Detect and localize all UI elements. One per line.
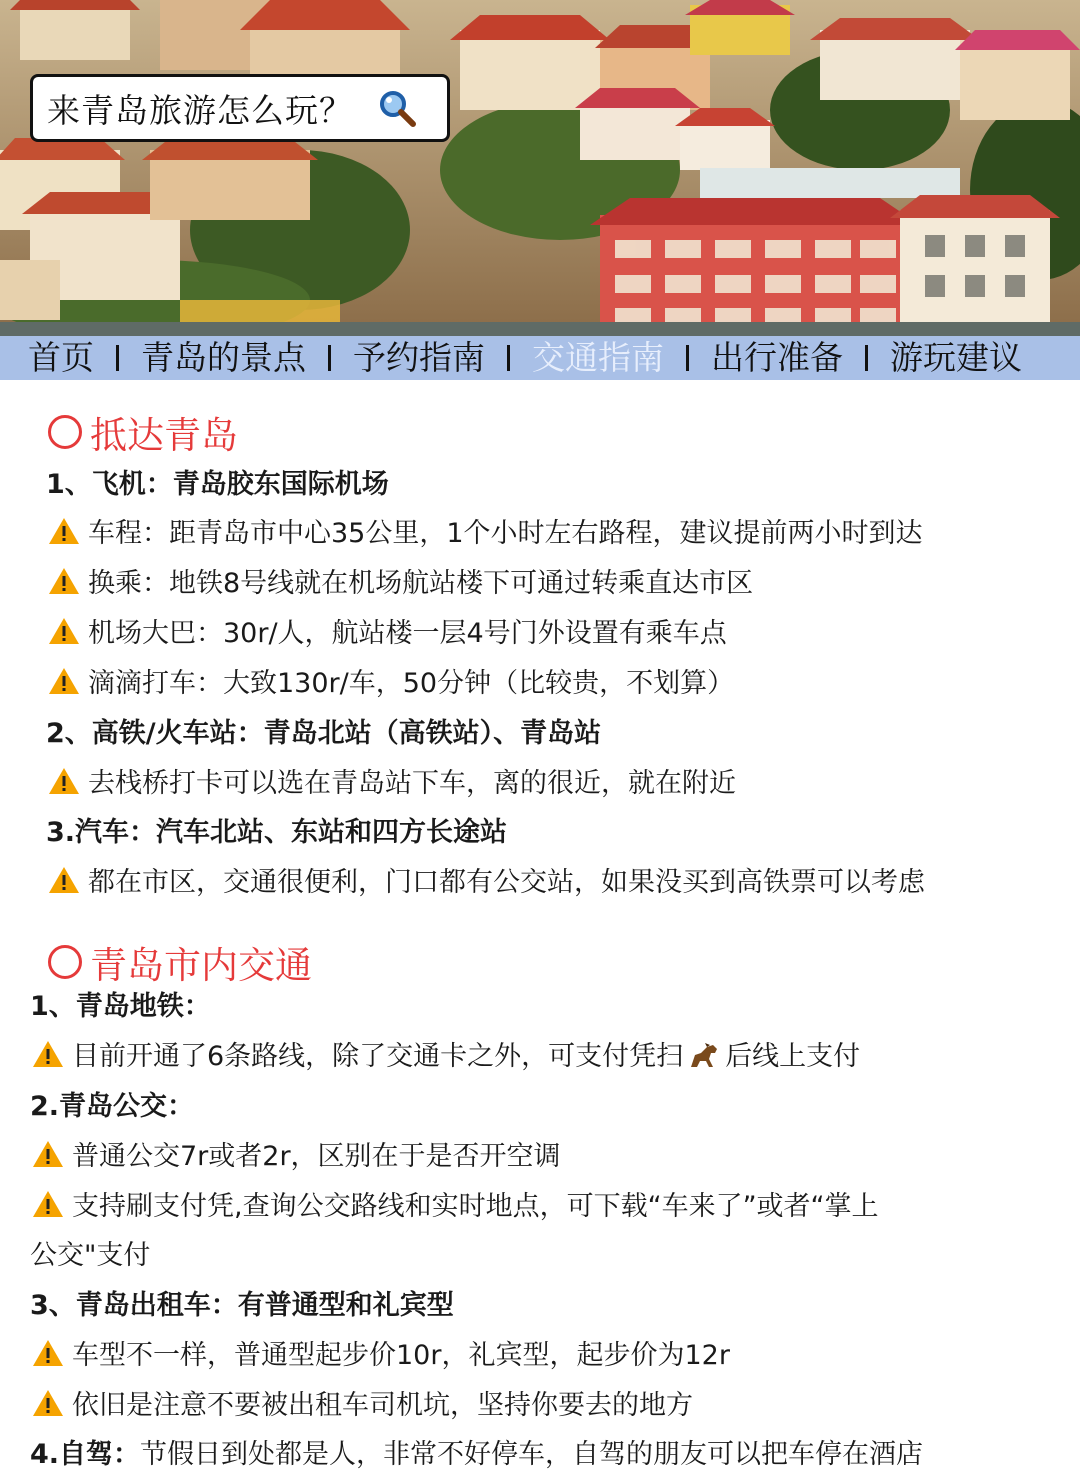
warning-icon: [48, 516, 80, 546]
list-item: 车程：距青岛市中心35公里，1个小时左右路程，建议提前两小时到达: [48, 516, 923, 552]
nav-divider: [865, 345, 868, 371]
nav-bar: [0, 336, 1080, 380]
warning-icon: [32, 1388, 64, 1418]
item-heading-self-drive: 4.自驾：: [30, 1439, 141, 1470]
list-item: 去栈桥打卡可以选在青岛站下车，离的很近，就在附近: [48, 766, 736, 802]
warning-icon: [32, 1338, 64, 1368]
nav-divider: [116, 345, 119, 371]
list-item: 普通公交7r或者2r，区别在于是否开空调: [32, 1139, 561, 1175]
hero-photo: [0, 0, 1080, 340]
list-item: 依旧是注意不要被出租车司机坑，坚持你要去的地方: [32, 1388, 693, 1424]
item-heading-airplane: 1、飞机：青岛胶东国际机场: [46, 469, 389, 500]
nav-item-booking-guide[interactable]: 予约指南: [353, 338, 485, 377]
list-item: 换乘：地铁8号线就在机场航站楼下可通过转乘直达市区: [48, 566, 753, 602]
warning-icon: [48, 666, 80, 696]
item-heading-train: 2、高铁/火车站：青岛北站（高铁站）、青岛站: [46, 718, 602, 749]
hillside-town-image: [0, 0, 1080, 340]
nav-item-preparation[interactable]: 出行准备: [711, 338, 843, 377]
item-heading-bus-station: 3.汽车：汽车北站、东站和四方长途站: [46, 817, 508, 848]
list-item-continued: 公交"支付: [30, 1240, 151, 1271]
list-item: 车型不一样，普通型起步价10r，礼宾型，起步价为12r: [32, 1338, 730, 1374]
nav-divider: [507, 345, 510, 371]
list-item: 目前开通了6条路线，除了交通卡之外，可支付凭扫 后线上支付: [32, 1039, 860, 1075]
list-item: 支持刷支付凭,查询公交路线和实时地点，可下载“车来了”或者“掌上: [32, 1189, 879, 1225]
nav-item-tips[interactable]: 游玩建议: [890, 338, 1022, 377]
warning-icon: [48, 865, 80, 895]
nav-item-transport-guide[interactable]: 交通指南: [532, 338, 664, 377]
warning-icon: [48, 566, 80, 596]
circle-icon: [48, 945, 82, 979]
list-item: 都在市区，交通很便利，门口都有公交站，如果没买到高铁票可以考虑: [48, 865, 925, 901]
warning-icon: [48, 766, 80, 796]
item-heading-bus: 2.青岛公交：: [30, 1091, 195, 1122]
warning-icon: [32, 1139, 64, 1169]
section-title-arrival: [48, 405, 238, 459]
nav-item-attractions[interactable]: 青岛的景点: [141, 338, 306, 377]
item-heading-metro: 1、青岛地铁：: [30, 991, 211, 1022]
horse-icon: [687, 1041, 721, 1071]
section-title-text: 抵达青岛: [90, 414, 238, 457]
section-title-city-transport: [48, 935, 312, 989]
search-title: 来青岛旅游怎么玩？: [47, 90, 353, 130]
warning-icon: [32, 1039, 64, 1069]
list-item: 机场大巴：30r/人，航站楼一层4号门外设置有乘车点: [48, 616, 727, 652]
warning-icon: [48, 616, 80, 646]
search-bar[interactable]: [30, 74, 450, 142]
item-heading-taxi: 3、青岛出租车：有普通型和礼宾型: [30, 1290, 454, 1321]
nav-item-home[interactable]: 首页: [28, 338, 94, 377]
warning-icon: [32, 1189, 64, 1219]
magnifier-icon[interactable]: [377, 88, 417, 128]
section-title-text: 青岛市内交通: [90, 944, 312, 987]
nav-divider: [328, 345, 331, 371]
nav-divider: [686, 345, 689, 371]
list-item: 滴滴打车：大致130r/车，50分钟（比较贵，不划算）: [48, 666, 734, 702]
list-item-self-drive: 4.自驾：节假日到处都是人，非常不好停车，自驾的朋友可以把车停在酒店: [30, 1439, 924, 1470]
circle-icon: [48, 415, 82, 449]
